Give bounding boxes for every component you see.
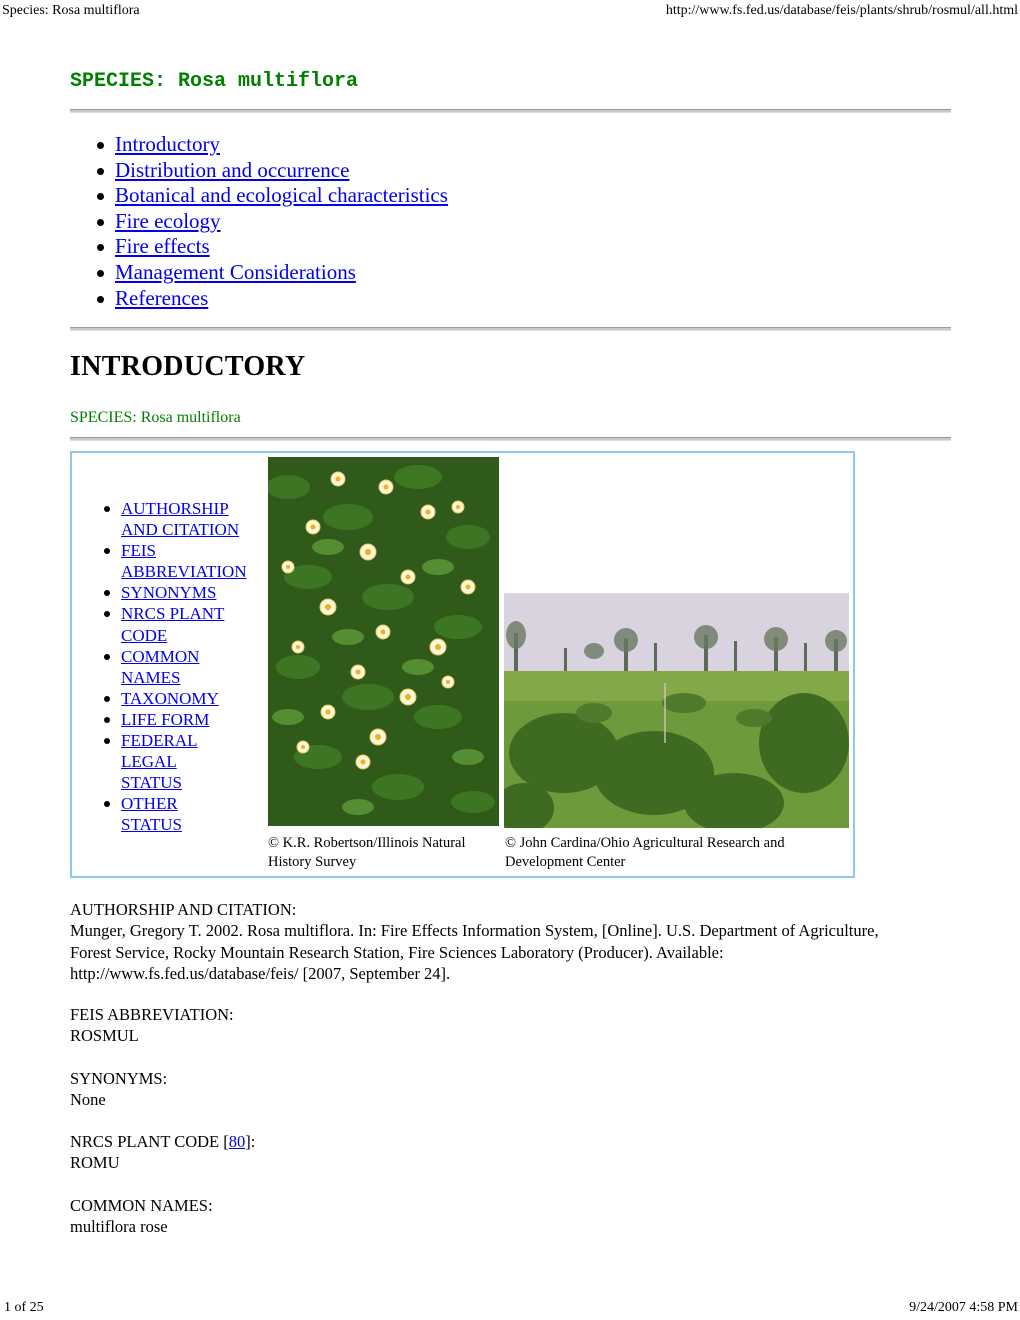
intro-list-item [101, 730, 241, 793]
toc-item-management [96, 260, 448, 286]
toc-item-fire-ecology [96, 209, 448, 235]
print-timestamp: 9/24/2007 4:58 PM [909, 1300, 1018, 1315]
nrcs-plant-code-heading [70, 1131, 255, 1152]
link-federal-legal-status[interactable]: FEDERAL LEGAL STATUS [121, 731, 198, 793]
field-landscape-photo[interactable] [504, 593, 849, 828]
toc-item-references [96, 286, 448, 312]
common-names-heading: COMMON NAMES: [70, 1196, 213, 1215]
photo-caption-cardina: © John Cardina/Ohio Agricultural Research and Development Center [505, 835, 785, 870]
photo-caption-robertson: © K.R. Robertson/Illinois Natural History Survey [268, 835, 466, 870]
page-count: 1 of 25 [4, 1300, 44, 1315]
synonyms-value: None [70, 1090, 106, 1110]
section-heading-introductory: INTRODUCTORY [70, 351, 306, 382]
feis-abbreviation-value: ROSMUL [70, 1026, 139, 1046]
authorship-heading: AUTHORSHIP AND CITATION: [70, 900, 297, 919]
link-taxonomy[interactable]: TAXONOMY [121, 688, 219, 708]
link-feis-abbreviation[interactable]: FEIS ABBREVIATION [121, 541, 247, 582]
toc-link-distribution[interactable]: Distribution and occurrence [115, 157, 350, 182]
toc-item-distribution [96, 158, 448, 184]
toc-link-fire-effects[interactable]: Fire effects [115, 234, 210, 259]
table-of-contents [96, 132, 448, 311]
toc-link-botanical[interactable]: Botanical and ecological characteristics [115, 183, 448, 208]
toc-item-fire-effects [96, 234, 448, 260]
link-life-form[interactable]: LIFE FORM [121, 709, 210, 729]
print-footer [0, 1298, 1020, 1320]
common-names-section [70, 1195, 213, 1238]
link-nrcs-plant-code[interactable]: NRCS PLANT CODE [121, 604, 225, 645]
divider [70, 437, 951, 441]
print-url: http://www.fs.fed.us/database/feis/plants/shrub/rosmul/all.html [665, 3, 1018, 18]
species-subtitle: SPECIES: Rosa multiflora [70, 409, 241, 426]
authorship-section [70, 899, 910, 984]
nrcs-heading-suffix: ]: [245, 1132, 256, 1151]
link-common-names[interactable]: COMMON NAMES [121, 646, 200, 687]
link-other-status[interactable]: OTHER STATUS [121, 794, 182, 835]
common-names-value: multiflora rose [70, 1217, 168, 1237]
intro-list-item [101, 582, 241, 603]
toc-link-references[interactable]: References [115, 285, 209, 310]
rose-flowers-photo[interactable] [268, 457, 499, 826]
nrcs-heading-prefix: NRCS PLANT CODE [ [70, 1132, 229, 1151]
photo-box [70, 451, 855, 878]
divider [70, 109, 951, 113]
intro-list-item [101, 793, 241, 835]
toc-link-fire-ecology[interactable]: Fire ecology [115, 208, 221, 233]
intro-list-item [101, 498, 241, 540]
intro-list-item [101, 688, 241, 709]
intro-link-list [101, 498, 247, 836]
feis-abbreviation-section [70, 1004, 234, 1047]
synonyms-section [70, 1068, 167, 1111]
print-header [0, 0, 1020, 22]
link-authorship[interactable]: AUTHORSHIP AND CITATION [121, 499, 240, 540]
link-synonyms[interactable]: SYNONYMS [121, 583, 217, 603]
toc-item-botanical [96, 183, 448, 209]
nrcs-plant-code-value: ROMU [70, 1153, 120, 1173]
toc-item-introductory [96, 132, 448, 158]
nrcs-plant-code-section [70, 1131, 255, 1174]
feis-abbreviation-heading: FEIS ABBREVIATION: [70, 1005, 234, 1024]
intro-list-item [101, 603, 241, 645]
species-title: SPECIES: Rosa multiflora [70, 70, 359, 93]
print-page-title: Species: Rosa multiflora [2, 3, 140, 18]
divider [70, 327, 951, 331]
intro-list-item [101, 709, 241, 730]
synonyms-heading: SYNONYMS: [70, 1069, 168, 1088]
reference-link-80[interactable]: 80 [228, 1132, 246, 1151]
toc-link-introductory[interactable]: Introductory [115, 132, 220, 156]
toc-link-management[interactable]: Management Considerations [115, 259, 356, 284]
authorship-citation: Munger, Gregory T. 2002. Rosa multiflora. In: Fire Effects Information System, [Online]. U.S. Department of Agriculture, Forest Service, Rocky Mountain Research Station, Fire Sciences Laboratory (Producer). Available: http://www.fs.fed.us/database/feis/ [2007, September 24]. [70, 921, 879, 983]
intro-list-item [101, 646, 241, 688]
intro-list-item [101, 540, 247, 582]
